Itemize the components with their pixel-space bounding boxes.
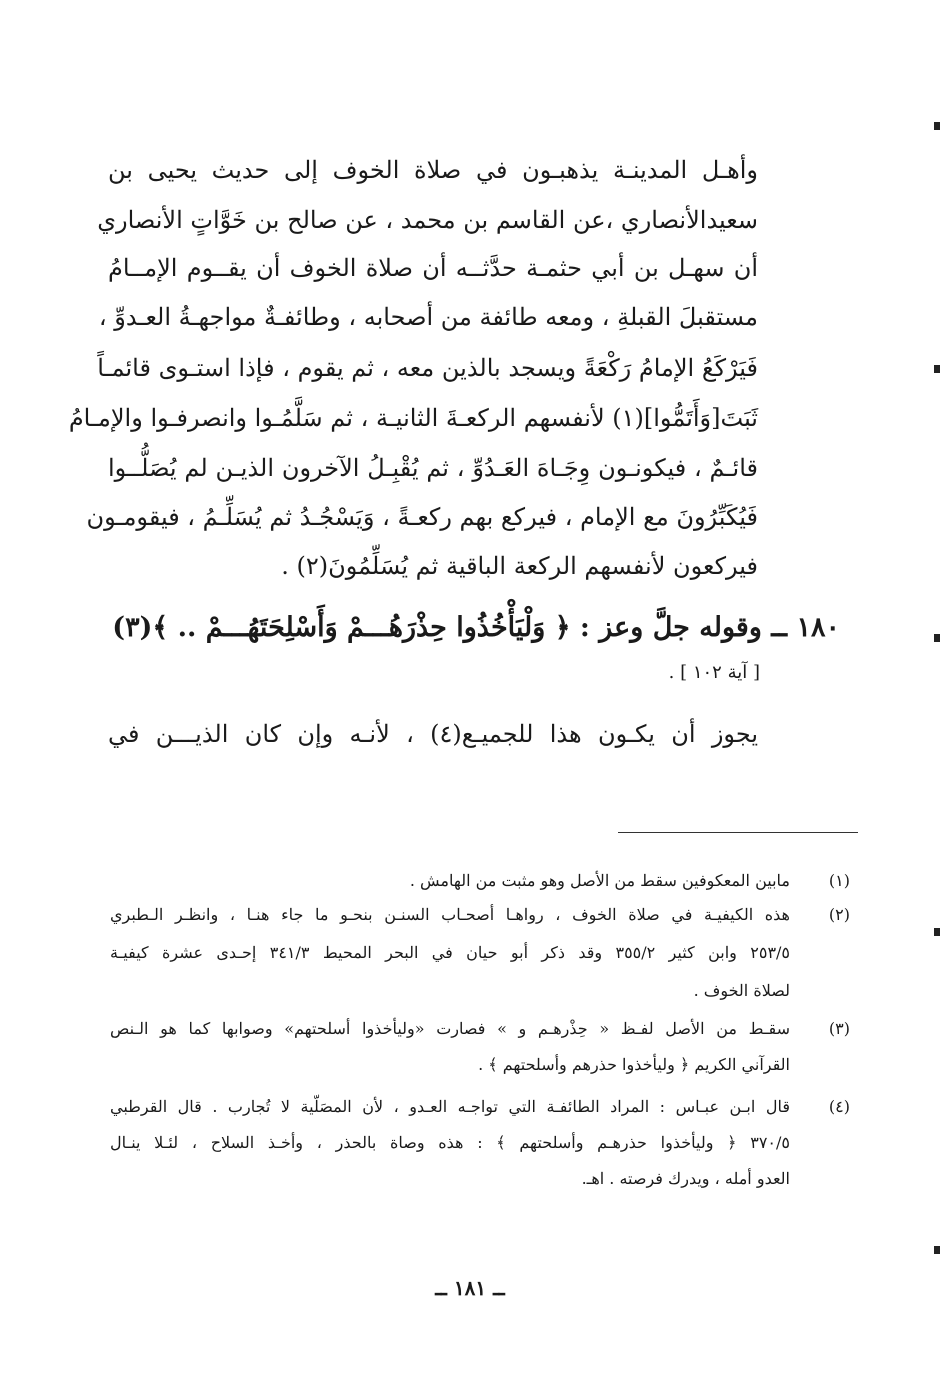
body-continuation: يجوز أن يكـون هذا للجميـع(٤) ، لأنـه وإن كان الذيـــن في [108, 720, 758, 748]
footnote-3-line-2: القرآني الكريم ﴿ وليأخذوا حذرهم وأسلحتهم ﴾ . [478, 1055, 790, 1074]
body-line-5: فَيَرْكَعُ الإمامُ رَكْعَةً ويسجد بالذين معه ، ثم يقوم ، فإذا استـوى قائمـاً [97, 354, 758, 382]
footnote-2-line-3: لصلاة الخوف . [693, 981, 790, 1000]
footnote-4-line-2: ٣٧٠/٥ ﴿ وليأخذوا حذرهـم وأسلحتهم ﴾ : هذه وصاة بالحذر ، وأخـذ السلاح ، لئـلا ينـال [110, 1133, 790, 1152]
scan-edge-mark [934, 634, 940, 642]
footnote-number: (٢) [828, 905, 850, 924]
body-line-8: فَيُكَبِّرُونَ مع الإمام ، فيركع بهم ركعـةً ، وَيَسْجُـدُ ثم يُسَلِّـمُ ، فيقومـون [86, 503, 758, 531]
body-line-1: وأهـل المدينـة يذهبـون في صلاة الخوف إلى حديث يحيى بن [108, 156, 758, 184]
footnote-3-line-1: سقـط من الأصل لفـظ « حِذْرهـم و » فصارت «وليأخذوا أسلحتهم» وصوابها كما هو الـنص [110, 1019, 790, 1038]
scan-edge-mark [934, 1246, 940, 1254]
footnote-4-line-3: العدو أمله ، ويدرك فرصته . اهـ. [581, 1169, 790, 1188]
page-number: ــ ١٨١ ــ [435, 1276, 505, 1300]
body-line-3: أن سهـل بن أبي حثمـة حدَّثــه أن صلاة الخوف أن يقــوم الإمــامُ [108, 254, 758, 282]
body-line-7: قائـمٌ ، فيكونـون وِجَـاهَ العَـدُوِّ ، ثم يُقْبِـلُ الآخرون الذيـن لم يُصَلُّــوا [108, 454, 758, 482]
verse-reference: [ آية ١٠٢ ] . [668, 662, 760, 683]
footnote-number: (٣) [828, 1019, 850, 1038]
body-line-9: فيركعون لأنفسهم الركعة الباقية ثم يُسَلِّمُونَ(٢) . [281, 552, 758, 580]
footnote-rule [618, 832, 858, 833]
footnote-number: (١) [828, 871, 850, 890]
footnote-1-line-1: مابين المعكوفين سقط من الأصل وهو مثبت من الهامش . [409, 871, 790, 890]
scan-edge-mark [934, 122, 940, 130]
footnote-2-line-2: ٢٥٣/٥ وابن كثير ٣٥٥/٢ وقد ذكر أبو حيان في البحر المحيط ٣٤١/٣ إحـدى عشرة كيفيـة [110, 943, 791, 962]
footnote-number: (٤) [828, 1097, 850, 1116]
body-line-6: ثَبَتَ[وَأَتَمُّوا](١) لأنفسهم الركعـةَ الثانيـة ، ثم سَلَّمُـوا وانصرفـوا والإمـامُ [68, 404, 758, 432]
body-line-2: سعيدالأنصاري ،عن القاسم بن محمد ، عن صالح بن خَوَّاتٍ الأنصاري [97, 206, 758, 234]
scan-edge-mark [934, 365, 940, 373]
footnote-4-line-1: قال ابـن عبـاس : المراد الطائفـة التي تواجـه العـدو ، لأن المصَلّية لا تُجارب . قال القرطبي [110, 1097, 790, 1116]
entry-heading: ١٨٠ ــ وقوله جلَّ وعز : ﴿ وَلْيَأْخُذُوا حِذْرَهُـــمْ وَأَسْلِحَتَهُـــمْ .. ﴾(٣) [112, 612, 840, 643]
scan-edge-mark [934, 928, 940, 936]
body-line-4: مستقبلَ القبلةِ ، ومعه طائفة من أصحابه ، وطائفـةٌ مواجهـةُ العـدوِّ ، [98, 303, 758, 331]
footnote-2-line-1: هذه الكيفيـة في صلاة الخوف ، رواهـا أصحـاب السنـن بنحـو ما جاء هنـا ، وانظـر الـطبري [110, 905, 790, 924]
